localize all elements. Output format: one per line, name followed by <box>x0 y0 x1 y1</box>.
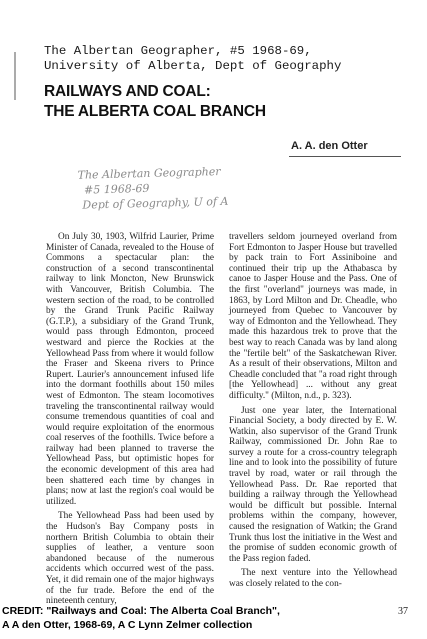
stamp-line-2: #5 1968-69 <box>83 181 150 197</box>
paragraph: travellers seldom journeyed overland from Fort Edmonton to Jasper House but travelled by pack train to Fort Assiniboine and continued their trip up the Athabasca by canoe to Jasper House and the Pass. One of the first "overland" journeys was made, in 1863, by Lord Milton and Dr. Cheadle, who journeyed from Quebec to Vancouver by way of Edmonton and the Yellowhead. They made this hazardous trek to prove that the best way to reach Canada was by land along the "fertile belt" of the Saskatchewan River. As a result of their observations, Milton and Cheadle concluded that "a road right through [the Yellowhead] ... without any great difficulty." (Milton, n.d., p. 323). <box>229 232 397 401</box>
header-line-2: University of Alberta, Dept of Geography <box>44 59 342 73</box>
stamp-line-1: The Albertan Geographer <box>77 165 221 182</box>
article-title <box>44 82 266 122</box>
credit-line-2: A A den Otter, 1968-69, A C Lynn Zelmer collection <box>2 619 253 631</box>
header-line-1: The Albertan Geographer, #5 1968-69, <box>44 44 312 58</box>
paragraph: On July 30, 1903, Wilfrid Laurier, Prime Minister of Canada, revealed to the House of Commons a spectacular plan: the construction of a second transcontinental railway to link Moncton, New Brunswick with Vancouver, British Columbia. The western section of the road, to be controlled by the Grand Trunk Pacific Railway (G.T.P.), a subsidiary of the Grand Trunk, would pass through Edmonton, proceed westward and pierce the Rockies at the Yellowhead Pass from where it would follow the Fraser and Skeena rivers to Prince Rupert. Laurier's announcement infused life into the dormant foothills about 150 miles west of Edmonton. The steam locomotives traveling the transcontinental railway would consume tremendous quantities of coal and would require exploitation of the enormous coal reserves of the foothills. Twice before a railway had been planned to traverse the Yellowhead Pass, but optimistic hopes for the economic development of this area had been shattered each time by changes in plans; now at last the region's coal would be utilized. <box>46 232 214 507</box>
article-column-right <box>229 232 397 590</box>
paragraph: The next venture into the Yellowhead was closely related to the con- <box>229 568 397 589</box>
paragraph: The Yellowhead Pass had been used by the Hudson's Bay Company posts in northern British Columbia to obtain their supplies of leather, a venture soon abandoned because of the numerous accidents which occurred west of the pass. Yet, it did remain one of the major highways of the fur trade. Before the end of the nineteenth century, <box>46 511 214 607</box>
margin-mark <box>14 52 16 100</box>
credit-caption <box>2 604 280 632</box>
title-line-2: THE ALBERTA COAL BRANCH <box>44 103 266 120</box>
author-rule <box>289 156 401 157</box>
page-number: 37 <box>398 606 408 617</box>
article-column-left <box>46 232 214 607</box>
stamp-line-3: Dept of Geography, U of A <box>82 194 229 212</box>
publication-header <box>44 44 341 74</box>
handwritten-stamp <box>77 162 288 212</box>
author-name: A. A. den Otter <box>291 140 368 152</box>
title-line-1: RAILWAYS AND COAL: <box>44 83 211 100</box>
credit-line-1: CREDIT: "Railways and Coal: The Alberta Coal Branch", <box>2 605 280 617</box>
paragraph: Just one year later, the International Financial Society, a body directed by E. W. Watkin, also supervisor of the Grand Trunk Railway, commissioned Dr. John Rae to survey a route for a cross-country telegraph line and to look into the possibility of future travel by road, water or rail through the Yellowhead Pass. Dr. Rae reported that building a railway through the Yellowhead would be difficult but possible. Internal problems within the company, however, caused the resignation of Watkin; the Grand Trunk thus lost the initiative in the West and the promise of sudden economic growth of the Pass region faded. <box>229 405 397 564</box>
